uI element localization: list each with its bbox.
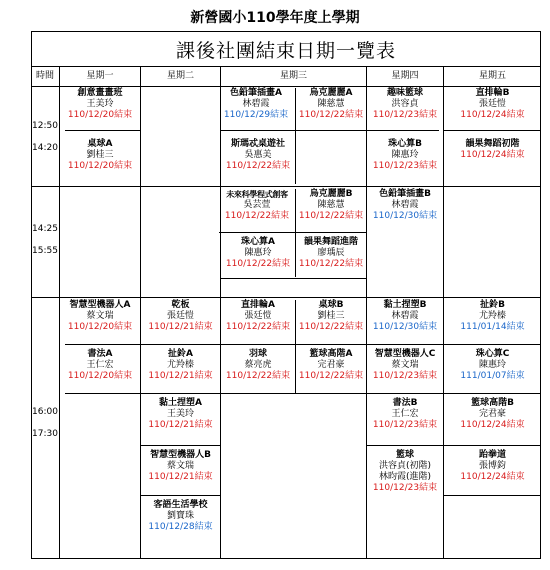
- slot-divider: [141, 344, 220, 345]
- club-end-date: 110/12/29結束: [223, 110, 289, 120]
- club-cell: [295, 88, 367, 121]
- club-end-date: 110/12/24結束: [460, 110, 525, 120]
- club-teacher: 尤羚榛: [478, 311, 506, 321]
- slot-divider: [295, 88, 296, 184]
- club-end-date: 110/12/22結束: [298, 259, 364, 269]
- club-cell: [60, 349, 140, 382]
- club-end-date: 110/12/20結束: [67, 322, 133, 332]
- time-start: 14:25: [32, 224, 58, 234]
- club-name: 智慧型機器人B: [150, 450, 211, 460]
- club-end-date: 110/12/20結束: [67, 371, 133, 381]
- header-time: 時間: [35, 71, 54, 81]
- club-end-date: 110/12/23結束: [372, 420, 438, 430]
- club-end-date: 110/12/24結束: [460, 420, 525, 430]
- time-end: 17:30: [32, 429, 58, 439]
- slot-divider: [444, 393, 541, 394]
- club-name: 創意畫畫班: [77, 88, 123, 98]
- club-cell: [367, 139, 443, 172]
- club-end-date: 110/12/20結束: [67, 110, 133, 120]
- club-name: 色鉛筆插畫A: [230, 88, 282, 98]
- slot-divider: [141, 393, 220, 394]
- club-teacher: 完君豪: [317, 360, 345, 370]
- club-cell: [60, 88, 140, 121]
- time-slot-3: [31, 407, 59, 440]
- club-name: 烏克麗麗A: [309, 88, 353, 98]
- club-cell: [367, 88, 443, 121]
- club-teacher: 陳惠玲: [244, 248, 272, 258]
- club-cell: [444, 450, 541, 483]
- slot-divider: [221, 278, 367, 279]
- slot-divider: [367, 445, 443, 446]
- club-name: 桌球B: [318, 300, 344, 310]
- club-end-date: 110/12/24結束: [460, 150, 525, 160]
- club-name: 色鉛筆插畫B: [379, 189, 431, 199]
- club-end-date: 110/12/22結束: [298, 322, 364, 332]
- club-name: 乾板: [171, 300, 190, 310]
- club-cell: [141, 450, 220, 483]
- club-cell: [367, 300, 443, 333]
- club-end-date: 110/12/30結束: [372, 211, 438, 221]
- club-teacher: 王仁宏: [86, 360, 114, 370]
- club-end-date: 110/12/22結束: [225, 322, 291, 332]
- club-teacher: 張博鈞: [478, 461, 506, 471]
- time-slot-2: [31, 224, 59, 257]
- club-cell: [141, 349, 220, 382]
- slot-divider: [295, 189, 296, 277]
- club-cell: [221, 139, 295, 172]
- club-end-date: 110/12/21結束: [148, 371, 213, 381]
- club-cell: [367, 450, 443, 494]
- slot-divider: [221, 393, 367, 394]
- club-teacher: 張廷愷: [478, 99, 506, 109]
- club-teacher: 劉桂三: [86, 150, 114, 160]
- club-end-date: 110/12/28結束: [148, 522, 213, 532]
- club-cell: [295, 300, 367, 333]
- club-name: 直排輪A: [241, 300, 275, 310]
- club-end-date: 110/12/23結束: [372, 483, 438, 493]
- slot-divider: [219, 232, 367, 233]
- club-cell: [221, 349, 295, 382]
- club-name: 趣味籃球: [386, 88, 423, 98]
- club-end-date: 110/12/21結束: [148, 472, 213, 482]
- club-end-date: 110/12/30結束: [372, 322, 438, 332]
- club-teacher: 劉寶珠: [166, 511, 194, 521]
- title-divider: [31, 66, 541, 67]
- header-wed: 星期三: [279, 71, 307, 81]
- club-end-date: 110/12/24結束: [460, 472, 525, 482]
- club-cell: [444, 398, 541, 431]
- club-end-date: 111/01/07結束: [460, 371, 525, 381]
- club-name: 書法B: [392, 398, 418, 408]
- club-name: 籃球: [395, 450, 414, 460]
- club-name: 斯瑪忒桌遊社: [230, 139, 285, 149]
- slot-divider: [367, 344, 443, 345]
- club-cell: [367, 189, 443, 222]
- club-name: 書法A: [87, 349, 113, 359]
- club-teacher: 張廷愷: [244, 311, 272, 321]
- club-teacher: 蔡文瑞: [86, 311, 114, 321]
- club-cell: [444, 349, 541, 382]
- header-fri: 星期五: [478, 71, 506, 81]
- club-teacher: 林碧霞: [391, 311, 419, 321]
- club-teacher: 洪容貞: [391, 99, 419, 109]
- club-teacher: 吳惠美: [244, 150, 272, 160]
- club-end-date: 110/12/23結束: [372, 161, 438, 171]
- time-start: 12:50: [32, 121, 58, 131]
- header-mon: 星期一: [86, 71, 114, 81]
- club-name: 珠心算B: [388, 139, 422, 149]
- table-title: 課後社團結束日期一覽表: [175, 40, 396, 62]
- slot-divider: [221, 130, 367, 131]
- club-cell: [444, 300, 541, 333]
- club-teacher: 蔡亮虎: [244, 360, 272, 370]
- slot-divider: [367, 130, 439, 131]
- club-teacher: 陳慈慧: [317, 200, 345, 210]
- club-end-date: 110/12/22結束: [298, 211, 364, 221]
- slot-divider: [444, 495, 541, 496]
- club-teacher: 尤羚榛: [166, 360, 194, 370]
- slot-divider: [141, 495, 220, 496]
- club-teacher: 張廷愷: [166, 311, 194, 321]
- header-divider: [31, 86, 541, 87]
- club-name: 扯鈴B: [480, 300, 505, 310]
- club-teacher: 廖瑀辰: [317, 248, 345, 258]
- club-teacher: 林碧霞: [391, 200, 419, 210]
- club-cell: [60, 300, 140, 333]
- header-tue: 星期二: [166, 71, 194, 81]
- club-name: 跆拳道: [478, 450, 506, 460]
- club-name: 黏土捏塑B: [383, 300, 427, 310]
- club-name: 珠心算C: [475, 349, 510, 359]
- club-name: 扯鈴A: [168, 349, 193, 359]
- club-name: 黏土捏塑A: [159, 398, 202, 408]
- club-name: 智慧型機器人A: [69, 300, 131, 310]
- club-cell: [444, 139, 541, 161]
- club-end-date: 110/12/20結束: [67, 161, 133, 171]
- club-cell: [295, 237, 367, 270]
- club-cell: [60, 139, 140, 172]
- club-cell: [217, 88, 295, 121]
- club-name: 客語生活學校: [153, 500, 208, 510]
- slot-divider: [65, 344, 140, 345]
- club-name: 直排輪B: [475, 88, 510, 98]
- club-name: 智慧型機器人C: [374, 349, 436, 359]
- time-start: 16:00: [32, 407, 58, 417]
- slot-divider: [444, 344, 541, 345]
- club-teacher: 陳慈慧: [317, 99, 345, 109]
- slot-divider: [444, 130, 541, 131]
- time-end: 14:20: [32, 143, 58, 153]
- slot-divider: [65, 393, 140, 394]
- row-divider-2: [31, 297, 541, 298]
- club-cell: [141, 300, 220, 333]
- club-cell: [221, 300, 295, 333]
- club-end-date: 110/12/23結束: [372, 371, 438, 381]
- club-name: 籃球高階A: [309, 349, 353, 359]
- club-end-date: 110/12/21結束: [148, 322, 213, 332]
- club-end-date: 110/12/22結束: [225, 371, 291, 381]
- club-teacher: 王仁宏: [391, 409, 419, 419]
- club-end-date: 110/12/22結束: [298, 110, 364, 120]
- slot-divider: [367, 393, 443, 394]
- club-name: 韻果舞蹈初階: [465, 139, 520, 149]
- club-teacher-2: 林昀霞(進階): [378, 472, 432, 482]
- club-cell: [444, 88, 541, 121]
- club-name: 桌球A: [87, 139, 113, 149]
- club-teacher: 洪容貞(初階): [378, 461, 432, 471]
- header-thu: 星期四: [391, 71, 419, 81]
- slot-divider: [221, 344, 367, 345]
- slot-divider: [295, 300, 296, 393]
- club-cell: [219, 189, 295, 222]
- club-name: 羽球: [248, 349, 267, 359]
- time-end: 15:55: [32, 246, 58, 256]
- club-end-date: 110/12/22結束: [298, 371, 364, 381]
- club-cell: [141, 398, 220, 431]
- club-end-date: 110/12/22結束: [224, 211, 290, 221]
- time-slot-1: [31, 121, 59, 154]
- club-cell: [295, 189, 367, 222]
- page-title: 新營國小110學年度上學期: [190, 10, 360, 26]
- club-teacher: 陳惠玲: [391, 150, 419, 160]
- slot-divider: [444, 445, 541, 446]
- club-cell: [295, 349, 367, 382]
- club-teacher: 劉桂三: [317, 311, 345, 321]
- club-cell: [141, 500, 220, 533]
- slot-divider: [65, 130, 140, 131]
- club-name: 韻果舞蹈進階: [303, 237, 358, 247]
- club-teacher: 王美玲: [166, 409, 194, 419]
- club-teacher: 蔡文瑞: [391, 360, 419, 370]
- club-teacher: 王美玲: [86, 99, 114, 109]
- club-cell: [363, 349, 447, 382]
- club-teacher: 吳芸萱: [243, 200, 271, 210]
- club-name: 籃球高階B: [471, 398, 514, 408]
- club-teacher: 林碧霞: [242, 99, 270, 109]
- club-teacher: 蔡文瑞: [166, 461, 194, 471]
- slot-divider: [141, 445, 220, 446]
- club-name: 烏克麗麗B: [309, 189, 353, 199]
- club-end-date: 110/12/22結束: [225, 259, 291, 269]
- club-cell: [221, 237, 295, 270]
- club-end-date: 110/12/21結束: [148, 420, 213, 430]
- club-end-date: 111/01/14結束: [460, 322, 525, 332]
- row-divider-1: [31, 186, 541, 187]
- club-name: 珠心算A: [241, 237, 275, 247]
- club-end-date: 110/12/22結束: [225, 161, 291, 171]
- club-cell: [367, 398, 443, 431]
- club-teacher: 陳惠玲: [478, 360, 506, 370]
- club-end-date: 110/12/23結束: [372, 110, 438, 120]
- club-teacher: 完君豪: [478, 409, 506, 419]
- club-name: 未來科學程式創客: [226, 190, 288, 199]
